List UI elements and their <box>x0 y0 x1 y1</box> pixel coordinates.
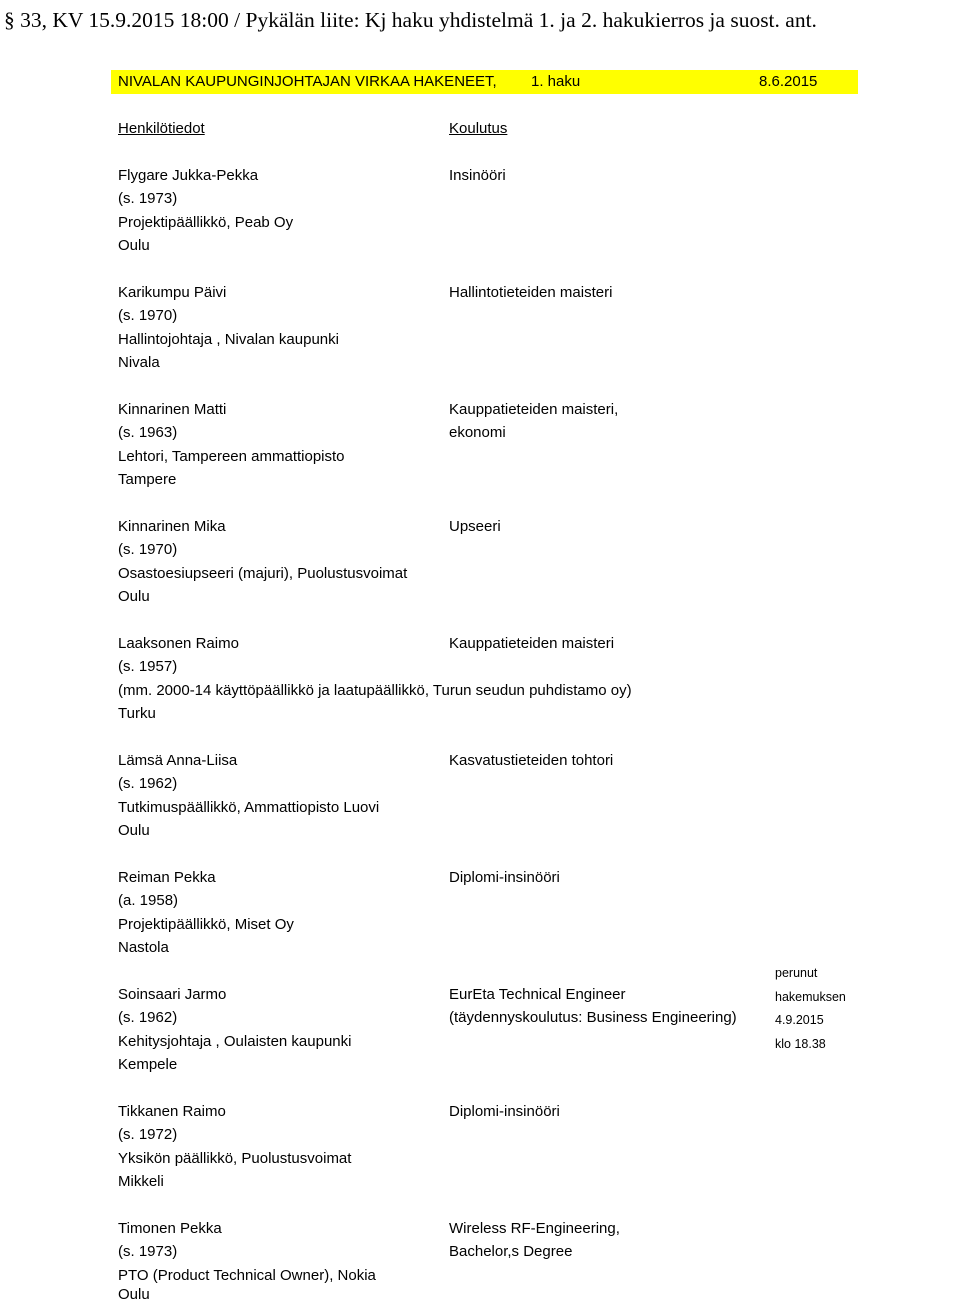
applicant-birth: (s. 1970) <box>118 307 178 324</box>
applicant-location: Oulu <box>118 588 150 605</box>
applicant-location: Mikkeli <box>118 1173 164 1190</box>
applicant-education: EurEta Technical Engineer <box>449 986 626 1003</box>
column-header-education: Koulutus <box>449 120 508 137</box>
applicant-location: Nivala <box>118 354 160 371</box>
applicant-location: Tampere <box>118 471 177 488</box>
applicant-name: Reiman Pekka <box>118 869 216 886</box>
applicant-position: Tutkimuspäällikkö, Ammattiopisto Luovi <box>118 799 380 816</box>
applicant-birth: (s. 1973) <box>118 1243 178 1260</box>
applicant-name: Tikkanen Raimo <box>118 1103 226 1120</box>
applicant-birth: (a. 1958) <box>118 892 179 909</box>
applicant-birth: (s. 1962) <box>118 775 178 792</box>
applicant-name: Kinnarinen Mika <box>118 518 226 535</box>
applicant-name: Laaksonen Raimo <box>118 635 239 652</box>
applicant-birth: (s. 1973) <box>118 190 178 207</box>
withdrawal-note: 4.9.2015 <box>775 1013 824 1027</box>
applicant-location: Nastola <box>118 939 169 956</box>
banner <box>111 70 858 94</box>
applicant-education: Upseeri <box>449 518 501 535</box>
applicant-education: Wireless RF-Engineering, <box>449 1220 620 1237</box>
column-header-personal: Henkilötiedot <box>118 120 205 137</box>
page-heading: § 33, KV 15.9.2015 18:00 / Pykälän liite: Kj haku yhdistelmä 1. ja 2. hakukierros ja suost. ant. <box>4 8 817 32</box>
applicant-position: Hallintojohtaja , Nivalan kaupunki <box>118 331 339 348</box>
applicant-location: Oulu <box>118 237 150 254</box>
applicant-position: (mm. 2000-14 käyttöpäällikkö ja laatupäällikkö, Turun seudun puhdistamo oy) <box>118 682 632 699</box>
applicant-birth: (s. 1970) <box>118 541 178 558</box>
applicant-education-line2: (täydennyskoulutus: Business Engineering) <box>449 1009 737 1026</box>
banner-round: 1. haku <box>531 73 581 90</box>
withdrawal-note: hakemuksen <box>775 990 846 1004</box>
applicant-position: Osastoesiupseeri (majuri), Puolustusvoimat <box>118 565 408 582</box>
applicant-birth: (s. 1963) <box>118 424 178 441</box>
applicant-position: Lehtori, Tampereen ammattiopisto <box>118 448 345 465</box>
applicant-education: Insinööri <box>449 167 506 184</box>
applicant-name: Lämsä Anna-Liisa <box>118 752 238 769</box>
applicant-education: Kauppatieteiden maisteri, <box>449 401 619 418</box>
applicant-location: Oulu <box>118 1286 150 1303</box>
applicant-name: Karikumpu Päivi <box>118 284 227 301</box>
applicant-position: Kehitysjohtaja , Oulaisten kaupunki <box>118 1033 352 1050</box>
applicant-location: Kempele <box>118 1056 178 1073</box>
applicant-education: Kasvatustieteiden tohtori <box>449 752 614 769</box>
withdrawal-note: perunut <box>775 966 818 980</box>
applicant-birth: (s. 1957) <box>118 658 178 675</box>
applicant-name: Flygare Jukka-Pekka <box>118 167 259 184</box>
applicant-position: Projektipäällikkö, Peab Oy <box>118 214 294 231</box>
applicant-position: Yksikön päällikkö, Puolustusvoimat <box>118 1150 352 1167</box>
applicant-location: Turku <box>118 705 156 722</box>
applicant-education: Diplomi-insinööri <box>449 1103 560 1120</box>
applicant-birth: (s. 1972) <box>118 1126 178 1143</box>
applicant-education: Hallintotieteiden maisteri <box>449 284 613 301</box>
applicant-education: Kauppatieteiden maisteri <box>449 635 615 652</box>
banner-title: NIVALAN KAUPUNGINJOHTAJAN VIRKAA HAKENEET, <box>118 73 497 90</box>
applicant-position: Projektipäällikkö, Miset Oy <box>118 916 294 933</box>
applicant-name: Soinsaari Jarmo <box>118 986 227 1003</box>
applicant-position: PTO (Product Technical Owner), Nokia <box>118 1267 376 1284</box>
withdrawal-note: klo 18.38 <box>775 1037 826 1051</box>
banner-date: 8.6.2015 <box>759 73 818 90</box>
applicant-birth: (s. 1962) <box>118 1009 178 1026</box>
applicant-education-line2: ekonomi <box>449 424 506 441</box>
applicant-location: Oulu <box>118 822 150 839</box>
applicant-name: Kinnarinen Matti <box>118 401 227 418</box>
applicant-education: Diplomi-insinööri <box>449 869 560 886</box>
applicant-education-line2: Bachelor,s Degree <box>449 1243 573 1260</box>
applicant-name: Timonen Pekka <box>118 1220 222 1237</box>
